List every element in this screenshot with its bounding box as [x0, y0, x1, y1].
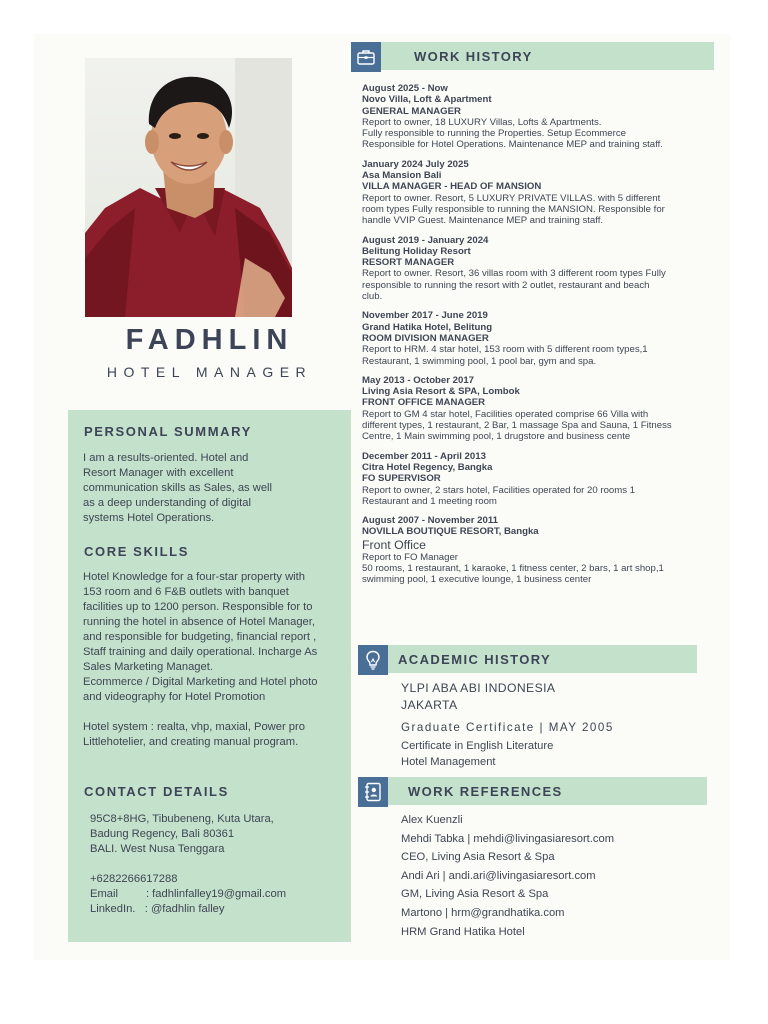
job-desc-line: Report to GM 4 star hotel, Facilities operated comprise 66 Villa with: [362, 408, 649, 420]
profile-name: FADHLIN: [125, 324, 294, 356]
contact-email: Email : fadhlinfalley19@gmail.com: [90, 888, 287, 900]
academic-course: Hotel Management: [401, 756, 496, 768]
job-role: RESORT MANAGER: [362, 257, 455, 269]
reference-line: Mehdi Tabka | mehdi@livingasiaresort.com: [401, 832, 615, 845]
core-skills-text: Hotel Knowledge for a four-star property with 153 room and 6 F&B outlets with banquet facilities up to 1200 person. Responsible for to running the hotel in absence of Hotel Manager, and responsible for budgeting, financial report , Staff training and daily operational. Incharge As Sales Marketing Managet. Ecommerce / Digital Marketing and Hotel photo and videography for Hotel Promotion Hotel system : realta, vhp, maxial, Power pro Littlehotelier, and creating manual program.: [83, 571, 318, 748]
work-references-bar: [358, 777, 707, 805]
job-desc-line: club.: [362, 291, 383, 303]
job-dates: August 2025 - Now: [362, 83, 448, 94]
job-desc-line: 50 rooms, 1 restaurant, 1 karaoke, 1 fitness center, 2 bars, 1 art shop,1: [362, 562, 664, 574]
job-role: FRONT OFFICE MANAGER: [362, 397, 486, 409]
lightbulb-icon: [358, 645, 388, 675]
job-entry: [362, 83, 714, 151]
job-company: Novo Villa, Loft & Apartment: [362, 94, 492, 106]
job-desc-line: Report to owner, 18 LUXURY Villas, Lofts & Apartments.: [362, 116, 602, 128]
work-history-bar: [351, 42, 714, 70]
reference-line: Alex Kuenzli: [401, 814, 463, 826]
job-dates: November 2017 - June 2019: [362, 310, 488, 322]
job-role: GENERAL MANAGER: [362, 105, 461, 117]
job-dates: August 2007 - November 2011: [362, 515, 498, 527]
academic-history-heading: ACADEMIC HISTORY: [398, 652, 552, 667]
job-desc-line: Report to owner. Resort, 5 LUXURY PRIVATE VILLAS. with 5 different: [362, 192, 661, 204]
reference-line: Andi Ari | andi.ari@livingasiaresort.com: [401, 869, 596, 882]
job-desc-line: swimming pool, 1 executive lounge, 1 business center: [362, 574, 592, 586]
work-history-list: [362, 83, 714, 594]
job-desc-line: responsible to running the resort with 2 outlet, restaurant and beach: [362, 279, 650, 291]
address-book-icon: [358, 777, 388, 807]
job-entry: [362, 375, 714, 443]
profile-photo: [85, 58, 292, 317]
job-company: NOVILLA BOUTIQUE RESORT, Bangka: [362, 526, 539, 538]
profile-title: HOTEL MANAGER: [106, 364, 313, 380]
academic-details: [401, 680, 614, 770]
contact-linkedin: LinkedIn. : @fadhlin falley: [90, 903, 225, 915]
job-company: Citra Hotel Regency, Bangka: [362, 461, 493, 473]
job-role: FO SUPERVISOR: [362, 473, 441, 485]
job-dates: December 2011 - April 2013: [362, 450, 486, 462]
job-desc-line: Report to HRM. 4 star hotel, 153 room with 5 different room types,1: [362, 344, 648, 356]
personal-summary-heading: PERSONAL SUMMARY: [84, 424, 252, 439]
job-dates: January 2024 July 2025: [362, 158, 469, 170]
job-company: Living Asia Resort & SPA, Lombok: [362, 386, 520, 398]
job-dates: May 2013 - October 2017: [362, 374, 474, 386]
work-references-list: [401, 811, 614, 941]
job-entry: [362, 159, 714, 227]
job-desc-line: Responsible for Hotel Operations. Maintenance MEP and training staff.: [362, 139, 663, 151]
academic-certificate: Graduate Certificate | MAY 2005: [401, 721, 614, 734]
job-desc-line: Centre, 1 Main swimming pool, 1 drugstore and business cente: [362, 431, 631, 443]
reference-line: GM, Living Asia Resort & Spa: [401, 888, 549, 901]
work-references-heading: WORK REFERENCES: [408, 784, 563, 799]
job-entry: [362, 235, 714, 303]
reference-line: CEO, Living Asia Resort & Spa: [401, 851, 555, 864]
job-role: Front Office: [362, 537, 427, 552]
job-desc-line: Restaurant, 1 swimming pool, 1 pool bar, gym and spa.: [362, 355, 597, 367]
contact-phone: +6282266617288: [90, 873, 178, 885]
job-entry: [362, 310, 714, 366]
contact-address-line: 95C8+8HG, Tibubeneng, Kuta Utara,: [90, 813, 274, 825]
job-desc-line: Fully responsible to running the Properties. Setup Ecommerce: [362, 128, 626, 140]
job-desc-line: Report to owner. Resort, 36 villas room with 3 different room types Fully: [362, 268, 666, 280]
briefcase-icon: [351, 42, 381, 72]
job-dates: August 2019 - January 2024: [362, 234, 489, 246]
academic-history-bar: [358, 645, 697, 673]
academic-course: Certificate in English Literature: [401, 740, 554, 752]
job-entry: [362, 515, 714, 585]
job-desc-line: Report to owner, 2 stars hotel, Facilities operated for 20 rooms 1: [362, 484, 636, 496]
reference-line: HRM Grand Hatika Hotel: [401, 925, 525, 938]
contact-address-line: Badung Regency, Bali 80361: [90, 828, 235, 840]
job-role: ROOM DIVISION MANAGER: [362, 332, 489, 344]
contact-details: [90, 812, 286, 917]
personal-summary-text: I am a results-oriented. Hotel and Resort Manager with excellent communication skills as Sales, as well as a deep understanding of digital systems Hotel Operations.: [83, 452, 273, 524]
job-desc-line: Restaurant and 1 meeting room: [362, 495, 497, 507]
core-skills-heading: CORE SKILLS: [84, 544, 189, 559]
reference-line: Martono | hrm@grandhatika.com: [401, 906, 565, 919]
work-history-heading: WORK HISTORY: [414, 49, 533, 64]
academic-school: YLPI ABA ABI INDONESIA: [401, 681, 556, 695]
job-company: Asa Mansion Bali: [362, 170, 442, 182]
job-company: Belitung Holiday Resort: [362, 245, 471, 257]
job-desc-line: handle VVIP Guest. Maintenance MEP and training staff.: [362, 215, 604, 227]
job-desc-line: different types, 1 restaurant, 2 Bar, 1 massage Spa and Sauna, 1 Fitness: [362, 420, 672, 432]
contact-details-heading: CONTACT DETAILS: [84, 784, 229, 799]
job-company: Grand Hatika Hotel, Belitung: [362, 321, 493, 333]
academic-city: JAKARTA: [401, 698, 458, 712]
job-desc-line: Report to FO Manager: [362, 551, 458, 563]
job-entry: [362, 451, 714, 507]
contact-address-line: BALI. West Nusa Tenggara: [90, 843, 225, 855]
left-panel: [68, 410, 351, 942]
job-desc-line: room types Fully responsible to running the MANSION. Responsible for: [362, 203, 665, 215]
job-role: VILLA MANAGER - HEAD OF MANSION: [362, 181, 542, 193]
